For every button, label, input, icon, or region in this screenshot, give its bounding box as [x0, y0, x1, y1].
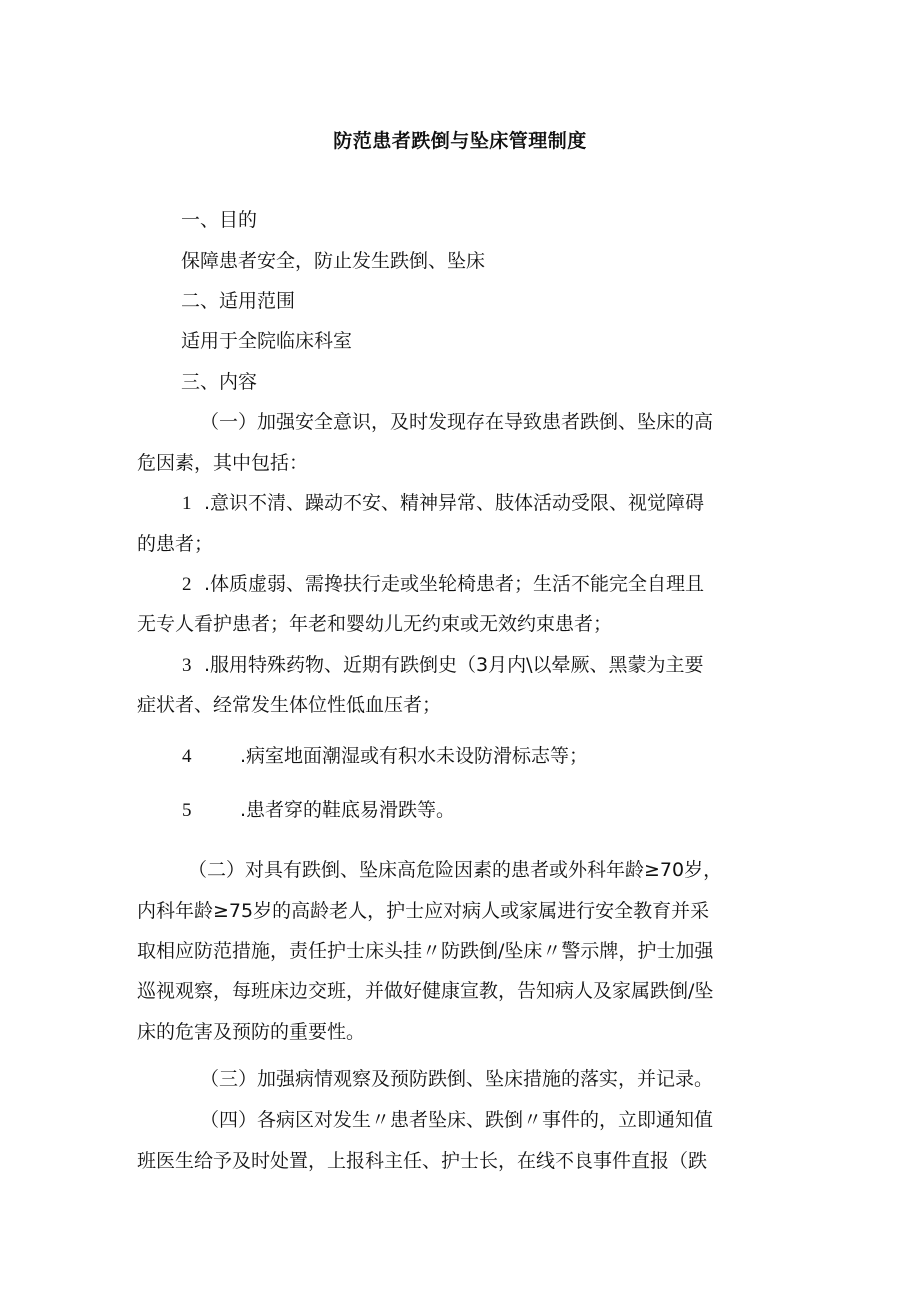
section2-heading: 二、适用范围 — [181, 290, 296, 312]
paragraph-4-line-2: 班医生给予及时处置，上报科主任、护士长，在线不良事件直报（跌 — [137, 1150, 708, 1172]
list-item-1 — [182, 490, 704, 517]
list-item-5-number: 5 — [182, 800, 192, 821]
document-title: 防范患者跌倒与坠床管理制度 — [333, 130, 587, 152]
section3-heading: 三、内容 — [181, 371, 258, 393]
list-item-4-number: 4 — [182, 746, 192, 767]
list-item-2-text: .体质虚弱、需搀扶行走或坐轮椅患者；生活不能完全自理且 — [204, 573, 705, 595]
paragraph-2-line-2: 内科年龄≥75岁的高龄老人，护士应对病人或家属进行安全教育并采 — [137, 900, 710, 922]
list-item-5 — [182, 797, 455, 824]
list-item-3-number: 3 — [182, 655, 192, 676]
paragraph-2-line-4: 巡视观察，每班床边交班，并做好健康宣教，告知病人及家属跌倒/坠 — [137, 980, 714, 1002]
list-item-4-text: .病室地面潮湿或有积水未设防滑标志等； — [240, 745, 589, 767]
paragraph-2-line-3: 取相应防范措施，责任护士床头挂〃防跌倒/坠床〃警示牌，护士加强 — [137, 940, 714, 962]
list-item-2-continuation: 无专人看护患者；年老和婴幼儿无约束或无效约束患者； — [137, 613, 613, 635]
list-item-1-text: .意识不清、躁动不安、精神异常、肢体活动受限、视觉障碍 — [204, 492, 705, 514]
paragraph-2-line-5: 床的危害及预防的重要性。 — [137, 1021, 366, 1043]
paragraph-2-line-1: （二）对具有跌倒、坠床高危险因素的患者或外科年龄≥70岁， — [188, 859, 723, 881]
list-item-3-continuation: 症状者、经常发生体位性低血压者； — [137, 694, 442, 716]
paragraph-1-line-1: （一）加强安全意识，及时发现存在导致患者跌倒、坠床的高 — [200, 411, 714, 433]
list-item-3 — [182, 652, 704, 679]
list-item-5-text: .患者穿的鞋底易滑跌等。 — [240, 799, 456, 821]
list-item-2 — [182, 571, 704, 598]
section1-heading: 一、目的 — [181, 209, 258, 231]
paragraph-3-line-1: （三）加强病情观察及预防跌倒、坠床措施的落实，并记录。 — [200, 1068, 714, 1090]
paragraph-4-line-1: （四）各病区对发生〃患者坠床、跌倒〃事件的，立即通知值 — [200, 1109, 714, 1131]
list-item-4 — [182, 743, 588, 770]
list-item-1-continuation: 的患者； — [137, 533, 214, 555]
paragraph-1-line-2: 危因素，其中包括： — [137, 452, 309, 474]
list-item-3-text: .服用特殊药物、近期有跌倒史（3月内\以晕厥、黑蒙为主要 — [204, 654, 704, 676]
list-item-2-number: 2 — [182, 574, 192, 595]
section2-body: 适用于全院临床科室 — [181, 330, 353, 352]
section1-body: 保障患者安全，防止发生跌倒、坠床 — [181, 250, 486, 272]
list-item-1-number: 1 — [182, 493, 192, 514]
